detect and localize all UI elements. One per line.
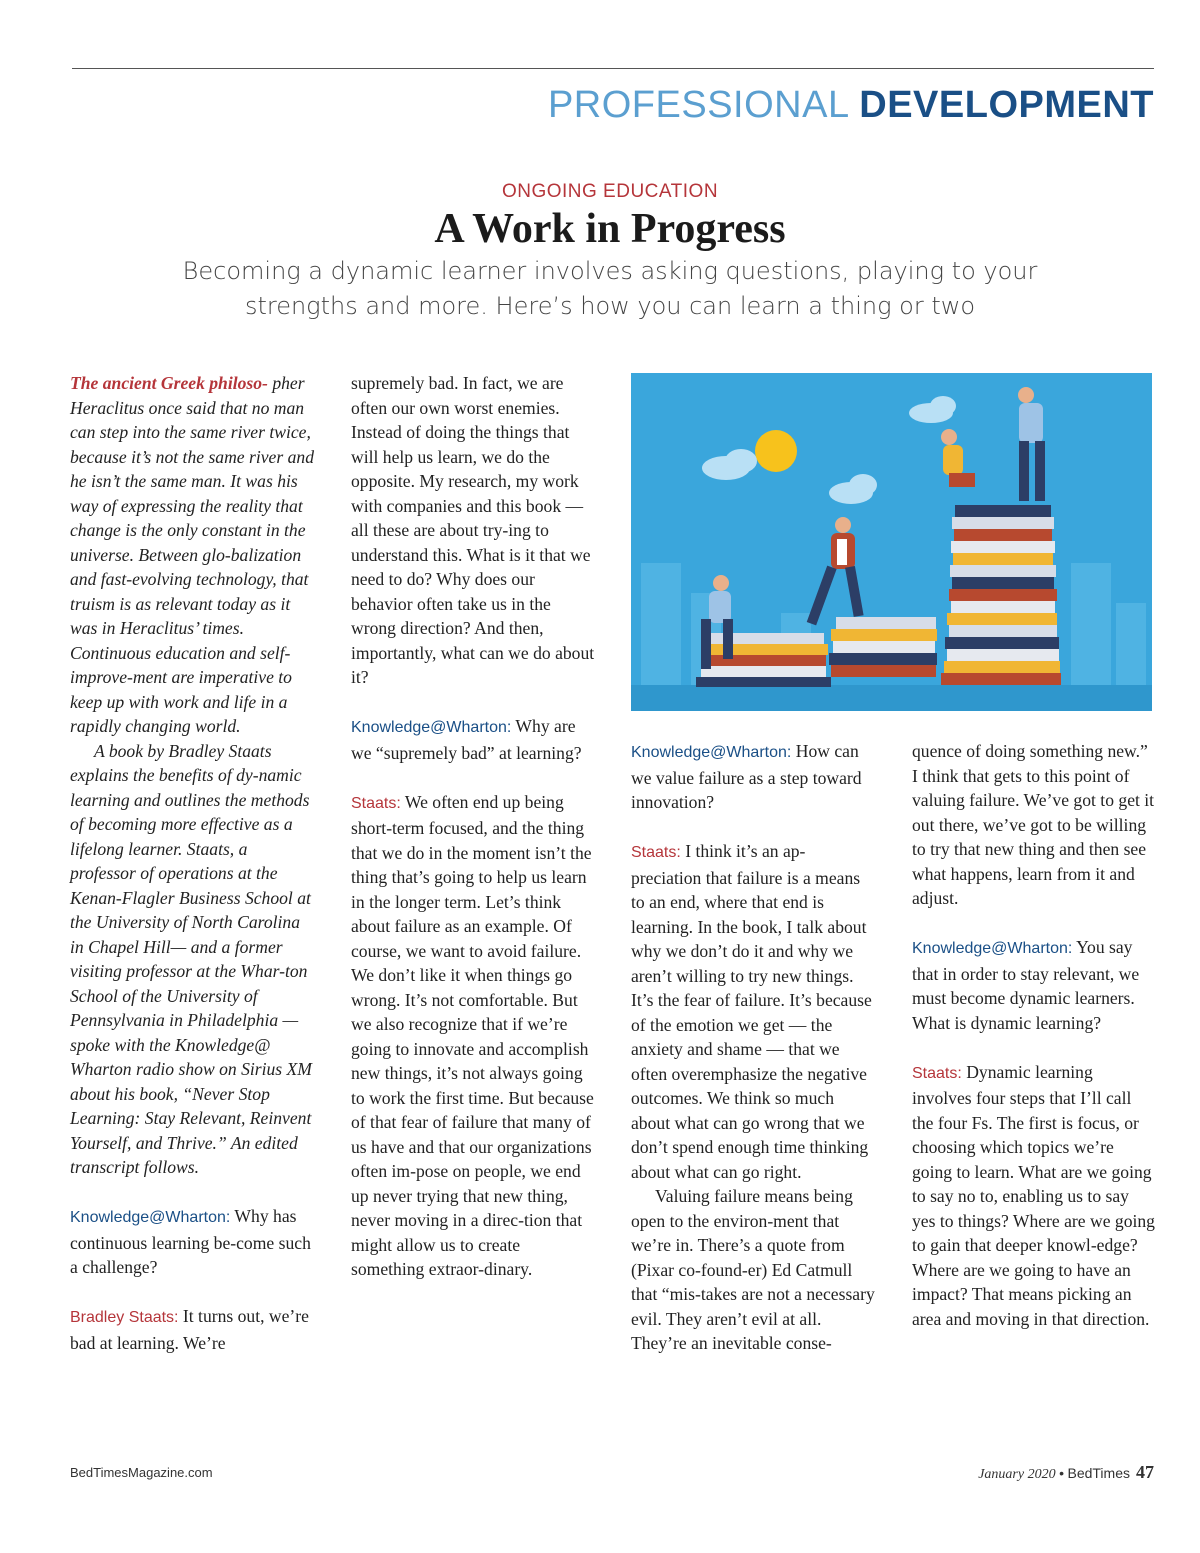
answer-1-continued: supremely bad. In fact, we are often our own worst enemies. Instead of doing the things that will help us learn, we do the opposite. My research, my work with companies and this book — all these are about try-ing to understand this. What is it that we need to do? Why does our behavior often take us in the wrong direction? And then, importantly, what can we do about it? (351, 373, 595, 687)
footer-separator: • (1059, 1465, 1064, 1481)
question-2 (351, 714, 595, 765)
question-3-text: How can we value failure as a step toward innovation? (631, 741, 862, 812)
question-4-text: You say that in order to stay relevant, we must become dynamic learners. What is dynamic learning? (912, 937, 1140, 1033)
speaker-staats: Staats: (351, 794, 401, 812)
question-1-text: Why has continuous learning be-come such a challenge? (70, 1206, 311, 1277)
question-3 (631, 739, 875, 815)
answer-4-text: Dynamic learning involves four steps that I’ll call the four Fs. The first is focus, or choosing which topics we’re going to learn. What are we going to say no to, enabling us to say yes to things? Where are we going to gain that deeper knowl-edge? Where are we going to have an impact? That means picking an area and moving in that direction. (912, 1061, 1155, 1329)
answer-1-text: It turns out, we’re bad at learning. We’re (70, 1306, 309, 1353)
answer-3 (631, 839, 875, 1184)
answer-3-continued: quence of doing something new.” I think that gets to this point of valuing failure. We’ve got to get it out there, we’ve got to be willing to try that new thing and then see what happens, learn from it and adjust. (912, 741, 1155, 908)
answer-4 (912, 1060, 1156, 1332)
answer-2-text: We often end up being short-term focused, and the thing that we do in the moment isn’t the thing that’s going to help us learn in the longer term. Let’s think about failure as an example. Of course, we want to avoid failure. We don’t like it when things go wrong. It’s not comfortable. But we also recognize that if we’re going to innovate and accomplish new things, it’s not always going to work the first time. But because of that fear of failure that many of us have and that our organizations often im-pose on people, we end up never trying that new thing, never moving in a direc-tion that might allow us to create something extraor-dinary. (351, 791, 594, 1279)
section-header-light: PROFESSIONAL (547, 84, 849, 126)
section-header-dark: DEVELOPMENT (859, 84, 1154, 126)
answer-3-text: I think it’s an ap-preciation that failure is a means to an end, where that end is learning. In the book, I talk about why we don’t do it and why we aren’t willing to try new things. It’s the fear of failure. It’s because of the emotion we get — the anxiety and shame — that we often overemphasize the negative outcomes. We think so much about what can go wrong that we don’t spend enough time thinking about what can go right. (631, 841, 872, 1182)
deck-line-2: strengths and more. Here’s how you can learn a thing or two (244, 292, 976, 320)
answer-3-paragraph-2: Valuing failure means being open to the environ-ment that we’re in. There’s a quote from (Pixar co-found-er) Ed Catmull that “mis-takes are not a necessary evil. They aren’t evil at all. They’re an inevitable conse- (631, 1186, 875, 1353)
column-2 (351, 371, 595, 1282)
speaker-interviewer: Knowledge@Wharton: (70, 1209, 231, 1226)
question-2-text: Why are we “supremely bad” at learning? (351, 716, 582, 763)
speaker-staats: Bradley Staats: (70, 1309, 179, 1326)
header-rule (72, 68, 1154, 69)
speaker-interviewer: Knowledge@Wharton: (351, 719, 512, 736)
deck-line-1: Becoming a dynamic learner involves asking questions, playing to your (182, 257, 1038, 285)
speaker-staats: Staats: (631, 844, 681, 861)
answer-1 (70, 1304, 314, 1355)
learning-books-illustration (631, 373, 1152, 711)
footer-folio (978, 1462, 1154, 1483)
intro-text: pher Heraclitus once said that no man can step into the same river twice, because it’s not the same river and he isn’t the same man. It was his way of expressing the reality that change is the only constant in the universe. Between glo-balization and fast-evolving technology, that truism is as relevant today as it was in Heraclitus’ times. Continuous education and self-improve-ment are imperative to keep up with work and life in a rapidly changing world. (70, 373, 314, 736)
speaker-interviewer: Knowledge@Wharton: (912, 940, 1073, 957)
article-kicker: ONGOING EDUCATION (501, 181, 719, 202)
intro-paragraph (70, 371, 314, 739)
speaker-staats: Staats: (912, 1064, 962, 1082)
footer-website: BedTimesMagazine.com (70, 1465, 213, 1480)
footer-magazine: BedTimes (1067, 1465, 1130, 1481)
column-1 (70, 371, 314, 1355)
intro-paragraph-2: A book by Bradley Staats explains the benefits of dy-namic learning and outlines the methods of becoming more effective as a lifelong learner. Staats, a professor of operations at the Kenan-Flagler Business School at the University of North Carolina in Chapel Hill— and a former visiting professor at the Whar-ton School of the University of Pennsylvania in Philadelphia — spoke with the Knowledge@ Wharton radio show on Sirius XM about his book, “Never Stop Learning: Stay Relevant, Reinvent Yourself, and Thrive.” An edited transcript follows. (70, 740, 312, 1177)
section-header (548, 84, 1154, 127)
answer-2 (351, 790, 595, 1282)
column-3 (631, 739, 875, 1356)
speaker-interviewer: Knowledge@Wharton: (631, 744, 792, 761)
page-number: 47 (1136, 1462, 1154, 1482)
lead-in: The ancient Greek philoso- (70, 373, 268, 393)
question-1 (70, 1204, 314, 1280)
article-title: A Work in Progress (434, 206, 786, 252)
footer-date: January 2020 (978, 1467, 1056, 1482)
column-4 (912, 739, 1156, 1331)
question-4 (912, 935, 1156, 1035)
article-deck (170, 254, 1050, 324)
